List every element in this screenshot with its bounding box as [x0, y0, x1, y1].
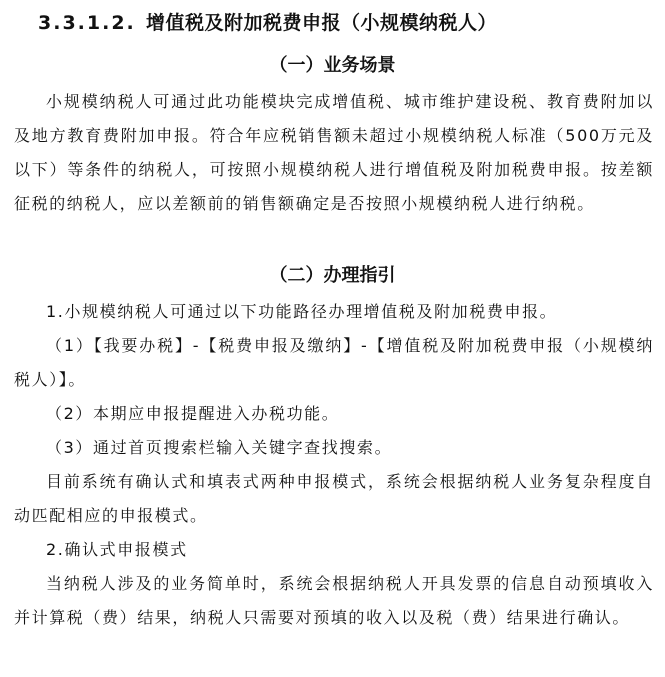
- guide-path-1: （1）【我要办税】-【税费申报及缴纳】-【增值税及附加税费申报（小规模纳税人）】。: [14, 336, 654, 389]
- business-scene-paragraph: 小规模纳税人可通过此功能模块完成增值税、城市维护建设税、教育费附加以及地方教育费附加申报。符合年应税销售额未超过小规模纳税人标准（500万元及以下）等条件的纳税人，可按照小规模纳税人进行增值税及附加税费申报。按差额征税的纳税人，应以差额前的销售额确定是否按照小规模纳税人进行纳税。: [14, 92, 654, 213]
- business-scene-heading: （一）业务场景: [269, 55, 396, 76]
- guide-path-2: （2）本期应申报提醒进入办税功能。: [46, 404, 340, 423]
- section-number: 3.3.1.2.: [38, 12, 136, 34]
- guide-item-1: 1.小规模纳税人可通过以下功能路径办理增值税及附加税费申报。: [46, 302, 558, 321]
- confirm-mode-paragraph: 当纳税人涉及的业务简单时，系统会根据纳税人开具发票的信息自动预填收入并计算税（费）结果，纳税人只需要对预填的收入以及税（费）结果进行确认。: [14, 574, 654, 627]
- guide-heading: （二）办理指引: [269, 265, 396, 286]
- guide-path-3: （3）通过首页搜索栏输入关键字查找搜索。: [46, 438, 393, 457]
- guide-modes-paragraph: 目前系统有确认式和填表式两种申报模式，系统会根据纳税人业务复杂程度自动匹配相应的申报模式。: [14, 472, 654, 525]
- guide-item-2: 2.确认式申报模式: [46, 540, 188, 559]
- section-title: 增值税及附加税费申报（小规模纳税人）: [146, 12, 498, 34]
- section-heading: [38, 8, 497, 35]
